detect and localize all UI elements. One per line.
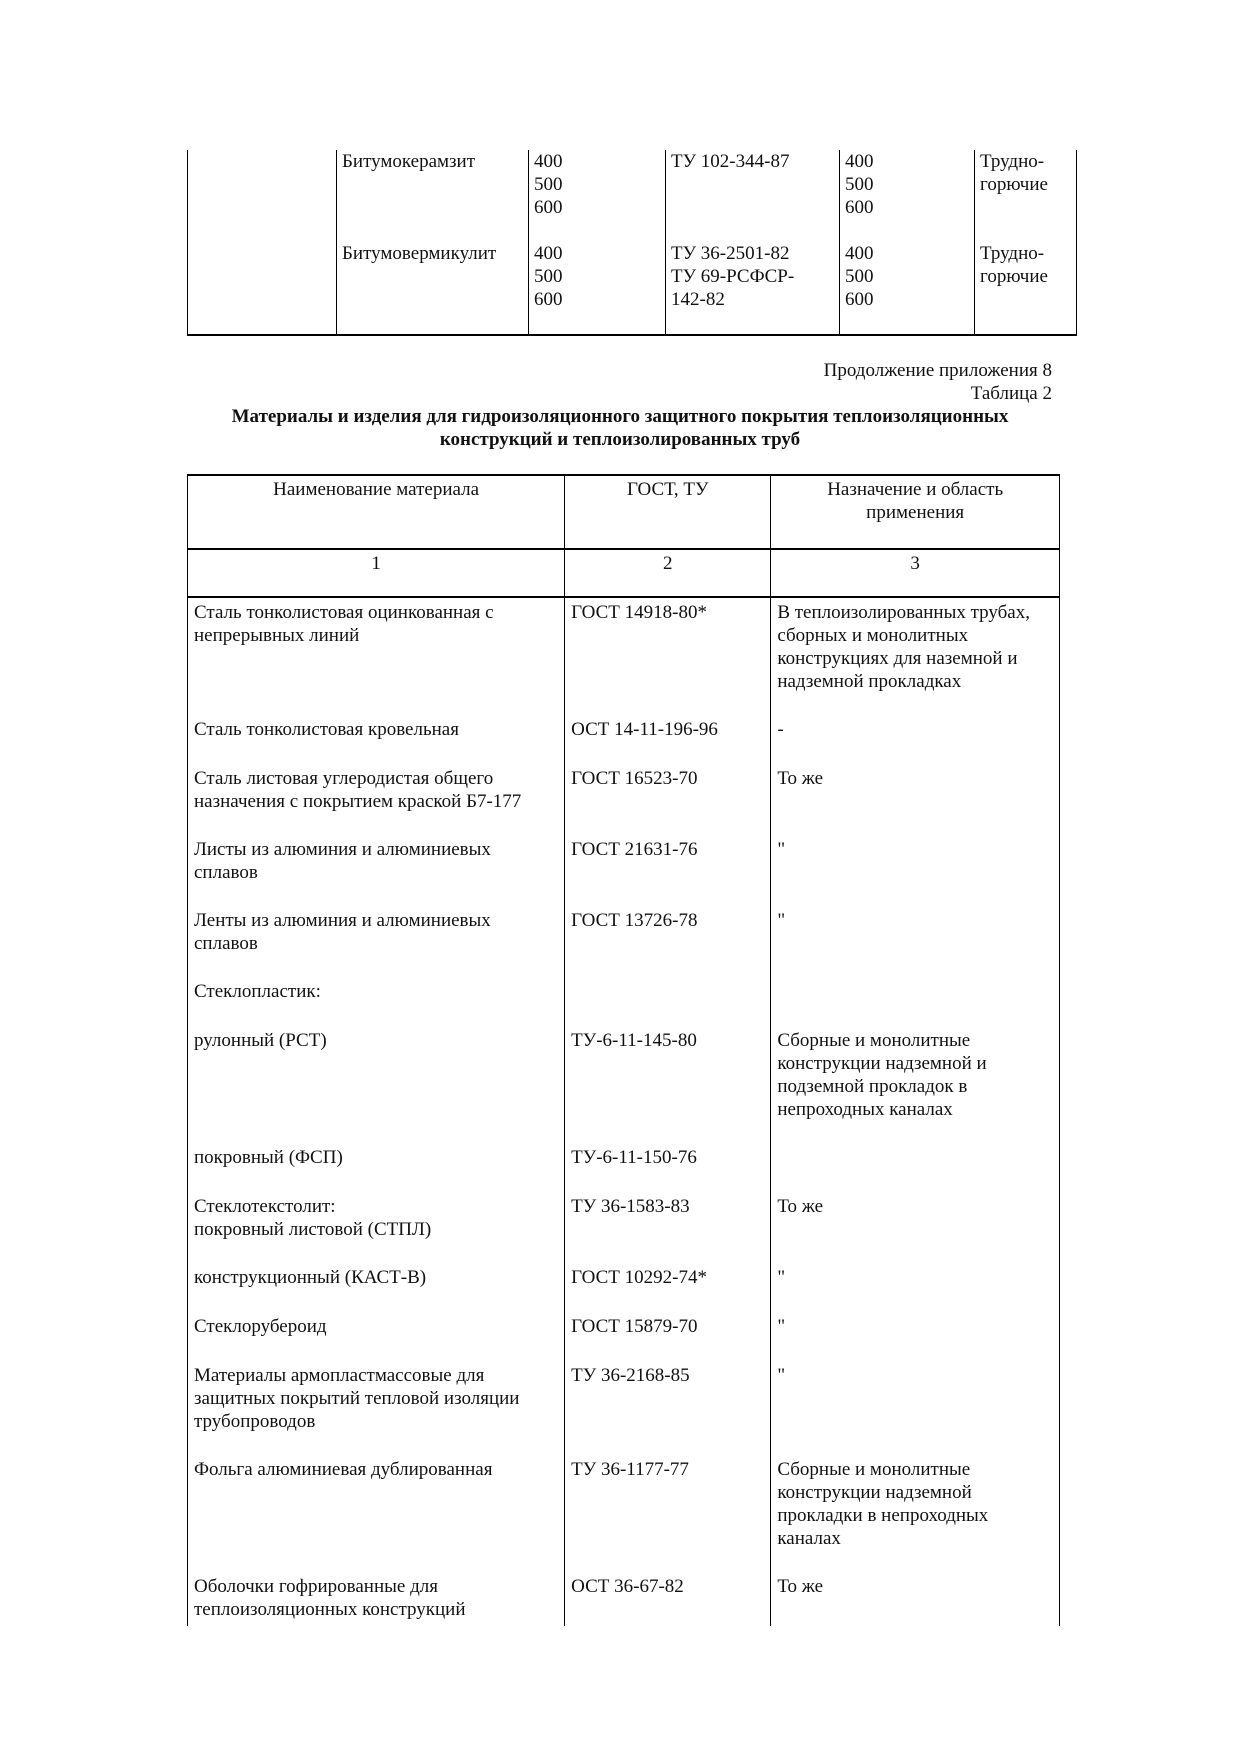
material-name-cell: Листы из алюминия и алюминиевых сплавов xyxy=(188,835,565,906)
table-row xyxy=(188,1572,1060,1626)
table-row xyxy=(188,1361,1060,1455)
header-gost: ГОСТ, ТУ xyxy=(565,475,771,549)
purpose-cell: Сборные и монолитные конструкции надземной и подземной прокладок в непроходных каналах xyxy=(771,1026,1060,1143)
spec-cell: ТУ 36-2501-82 ТУ 69-РСФСР- 142-82 xyxy=(666,242,840,335)
purpose-cell: " xyxy=(771,906,1060,977)
material-name-cell: Ленты из алюминия и алюминиевых сплавов xyxy=(188,906,565,977)
material-name-cell: Стеклорубероид xyxy=(188,1312,565,1361)
purpose-cell xyxy=(771,1143,1060,1192)
gost-cell: ТУ 36-1177-77 xyxy=(565,1455,771,1572)
purpose-cell: То же xyxy=(771,1192,1060,1263)
table-row xyxy=(188,1312,1060,1361)
table-row xyxy=(188,1026,1060,1143)
material-name-cell: Сталь тонколистовая кровельная xyxy=(188,715,565,764)
gost-cell: ОСТ 36-67-82 xyxy=(565,1572,771,1626)
continued-materials-table xyxy=(187,150,1077,336)
purpose-cell: " xyxy=(771,1361,1060,1455)
table-cell-empty xyxy=(188,242,337,335)
grade-cell: 400 500 600 xyxy=(840,242,975,335)
column-number: 1 xyxy=(188,549,565,597)
table-row xyxy=(188,764,1060,835)
gost-cell: ГОСТ 10292-74* xyxy=(565,1263,771,1312)
purpose-cell: То же xyxy=(771,1572,1060,1626)
continuation-label: Продолжение приложения 8 xyxy=(823,360,1052,381)
table-cell-empty xyxy=(188,150,337,242)
table-row xyxy=(188,715,1060,764)
flammability-cell: Трудно- горючие xyxy=(975,150,1077,242)
gost-cell: ТУ 36-2168-85 xyxy=(565,1361,771,1455)
material-name-cell: Стеклотекстолит: покровный листовой (СТПЛ) xyxy=(188,1192,565,1263)
header-material-name: Наименование материала xyxy=(188,475,565,549)
table-number: Таблица 2 xyxy=(970,383,1052,404)
gost-cell: ТУ-6-11-150-76 xyxy=(565,1143,771,1192)
purpose-cell: То же xyxy=(771,764,1060,835)
table-title: Материалы и изделия для гидроизоляционного защитного покрытия теплоизоляционных конструкций и теплоизолированных труб xyxy=(231,406,1009,450)
gost-cell: ГОСТ 15879-70 xyxy=(565,1312,771,1361)
gost-cell: ГОСТ 13726-78 xyxy=(565,906,771,977)
purpose-cell: Сборные и монолитные конструкции надземной прокладки в непроходных каналах xyxy=(771,1455,1060,1572)
material-name-cell: Материалы армопластмассовые для защитных покрытий тепловой изоляции трубопроводов xyxy=(188,1361,565,1455)
materials-table xyxy=(187,474,1060,1626)
gost-cell: ГОСТ 14918-80* xyxy=(565,597,771,715)
spec-cell: ТУ 102-344-87 xyxy=(666,150,840,242)
table-header-row xyxy=(188,475,1060,549)
table-row xyxy=(188,150,1077,242)
table-row xyxy=(188,977,1060,1026)
purpose-cell: " xyxy=(771,1263,1060,1312)
purpose-cell: В теплоизолированных трубах, сборных и монолитных конструкциях для наземной и надземной прокладках xyxy=(771,597,1060,715)
table-row xyxy=(188,1192,1060,1263)
material-name-cell: Битумокерамзит xyxy=(337,150,529,242)
column-number: 2 xyxy=(565,549,771,597)
gost-cell: ОСТ 14-11-196-96 xyxy=(565,715,771,764)
gost-cell: ТУ-6-11-145-80 xyxy=(565,1026,771,1143)
table-row xyxy=(188,906,1060,977)
gost-cell: ТУ 36-1583-83 xyxy=(565,1192,771,1263)
grade-cell: 400 500 600 xyxy=(840,150,975,242)
material-name-cell: Сталь листовая углеродистая общего назначения с покрытием краской Б7-177 xyxy=(188,764,565,835)
header-purpose: Назначение и область применения xyxy=(771,475,1060,549)
material-name-cell: Сталь тонколистовая оцинкованная с непрерывных линий xyxy=(188,597,565,715)
purpose-cell: - xyxy=(771,715,1060,764)
table-row xyxy=(188,597,1060,715)
gost-cell xyxy=(565,977,771,1026)
table-caption-right xyxy=(824,359,1052,405)
density-cell: 400 500 600 xyxy=(529,242,666,335)
gost-cell: ГОСТ 16523-70 xyxy=(565,764,771,835)
material-name-cell: рулонный (РСТ) xyxy=(188,1026,565,1143)
gost-cell: ГОСТ 21631-76 xyxy=(565,835,771,906)
material-name-cell: Оболочки гофрированные для теплоизоляционных конструкций xyxy=(188,1572,565,1626)
purpose-cell: " xyxy=(771,835,1060,906)
table-row xyxy=(188,242,1077,335)
material-name-cell: Битумовермикулит xyxy=(337,242,529,335)
material-name-cell: покровный (ФСП) xyxy=(188,1143,565,1192)
column-number-row xyxy=(188,549,1060,597)
column-number: 3 xyxy=(771,549,1060,597)
table-row xyxy=(188,835,1060,906)
material-name-cell: Стеклопластик: xyxy=(188,977,565,1026)
density-cell: 400 500 600 xyxy=(529,150,666,242)
table-row xyxy=(188,1263,1060,1312)
table-row xyxy=(188,1455,1060,1572)
material-name-cell: Фольга алюминиевая дублированная xyxy=(188,1455,565,1572)
flammability-cell: Трудно- горючие xyxy=(975,242,1077,335)
purpose-cell xyxy=(771,977,1060,1026)
purpose-cell: " xyxy=(771,1312,1060,1361)
material-name-cell: конструкционный (КАСТ-В) xyxy=(188,1263,565,1312)
table-row xyxy=(188,1143,1060,1192)
